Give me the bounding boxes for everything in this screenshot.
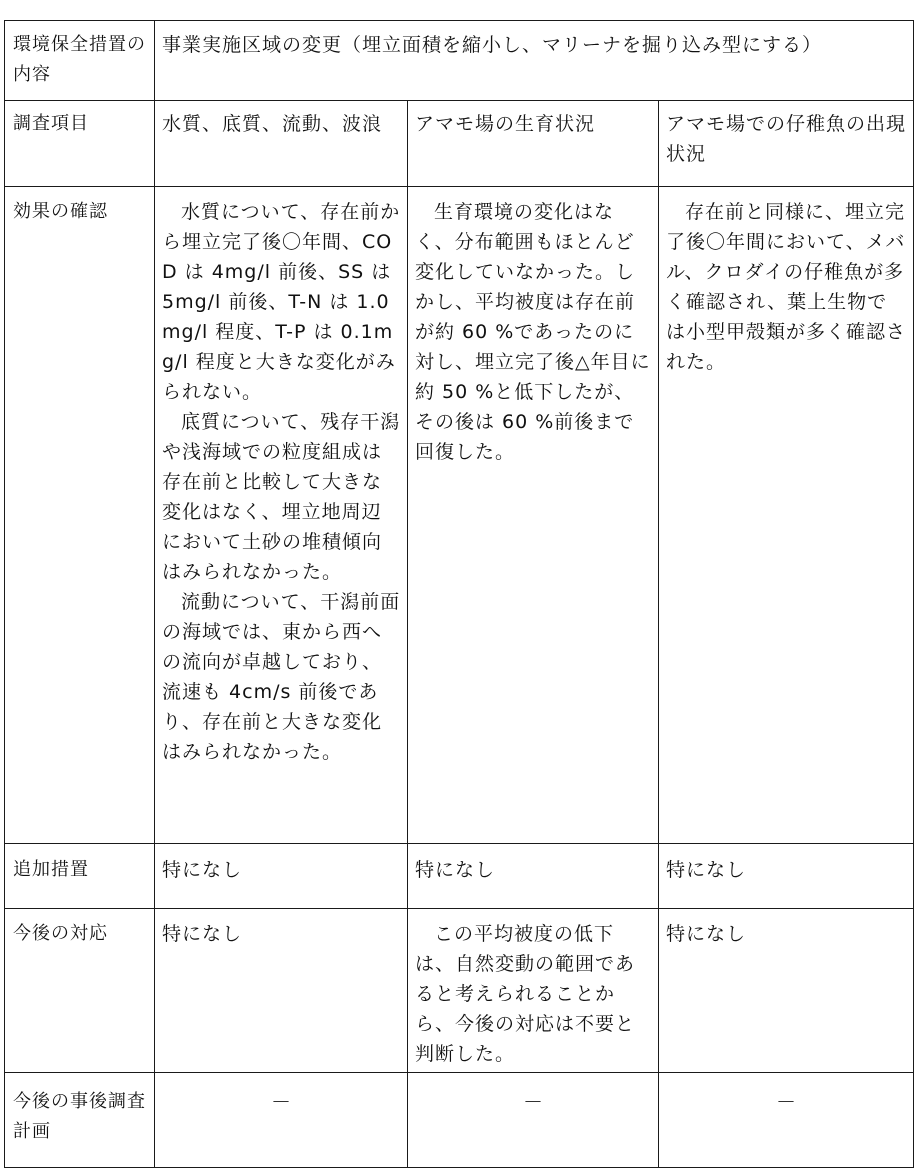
additional-measure-cell-1: 特になし xyxy=(155,844,408,909)
effect-cell-water-quality xyxy=(155,187,408,844)
table-row xyxy=(5,187,914,844)
environmental-measure-table xyxy=(4,20,914,1168)
table-row xyxy=(5,844,914,909)
row-label-additional-measures: 追加措置 xyxy=(5,844,155,909)
future-survey-plan-cell-2: － xyxy=(408,1073,659,1168)
survey-item-water-quality: 水質、底質、流動、波浪 xyxy=(155,101,408,187)
effect-paragraph-eelgrass: 生育環境の変化はなく、分布範囲もほとんど変化していなかった。しかし、平均被度は存在前が約 60 %であったのに対し、埋立完了後△年目に約 50 %と低下したが、その後は 60 %前後まで回復した。 xyxy=(415,201,651,463)
measure-content-cell: 事業実施区域の変更（埋立面積を縮小し、マリーナを掘り込み型にする） xyxy=(155,21,914,101)
row-label-future-response: 今後の対応 xyxy=(5,909,155,1073)
table-row xyxy=(5,909,914,1073)
table-row xyxy=(5,101,914,187)
future-survey-plan-cell-1: － xyxy=(155,1073,408,1168)
future-response-cell-3: 特になし xyxy=(659,909,914,1073)
table-row xyxy=(5,1073,914,1168)
effect-paragraph-flow: 流動について、干潟前面の海域では、東から西への流向が卓越しており、流速も 4cm/s 前後であり、存在前と大きな変化はみられなかった。 xyxy=(162,591,401,763)
additional-measure-cell-2: 特になし xyxy=(408,844,659,909)
future-response-cell-1: 特になし xyxy=(155,909,408,1073)
future-response-paragraph: この平均被度の低下は、自然変動の範囲であると考えられることから、今後の対応は不要と判断した。 xyxy=(415,923,636,1065)
row-label-future-survey-plan: 今後の事後調査計画 xyxy=(5,1073,155,1168)
effect-cell-juvenile-fish xyxy=(659,187,914,844)
effect-cell-eelgrass xyxy=(408,187,659,844)
environmental-measure-sheet xyxy=(4,20,913,1142)
future-survey-plan-cell-3: － xyxy=(659,1073,914,1168)
table-row xyxy=(5,21,914,101)
survey-item-juvenile-fish: アマモ場での仔稚魚の出現状況 xyxy=(659,101,914,187)
row-label-measure-content: 環境保全措置の内容 xyxy=(5,21,155,101)
future-response-cell-2 xyxy=(408,909,659,1073)
row-label-survey-items: 調査項目 xyxy=(5,101,155,187)
effect-paragraph-water: 水質について、存在前から埋立完了後〇年間、COD は 4mg/l 前後、SS は 5mg/l 前後、T-N は 1.0mg/l 程度、T-P は 0.1mg/l 程度と大きな変化がみられない。 xyxy=(162,201,401,403)
survey-item-eelgrass-growth: アマモ場の生育状況 xyxy=(408,101,659,187)
effect-paragraph-sediment: 底質について、残存干潟や浅海域での粒度組成は存在前と比較して大きな変化はなく、埋立地周辺において土砂の堆積傾向はみられなかった。 xyxy=(162,411,401,583)
row-label-effect-confirmation: 効果の確認 xyxy=(5,187,155,844)
additional-measure-cell-3: 特になし xyxy=(659,844,914,909)
effect-paragraph-juvenile-fish: 存在前と同様に、埋立完了後〇年間において、メバル、クロダイの仔稚魚が多く確認され、葉上生物では小型甲殻類が多く確認された。 xyxy=(666,201,907,373)
